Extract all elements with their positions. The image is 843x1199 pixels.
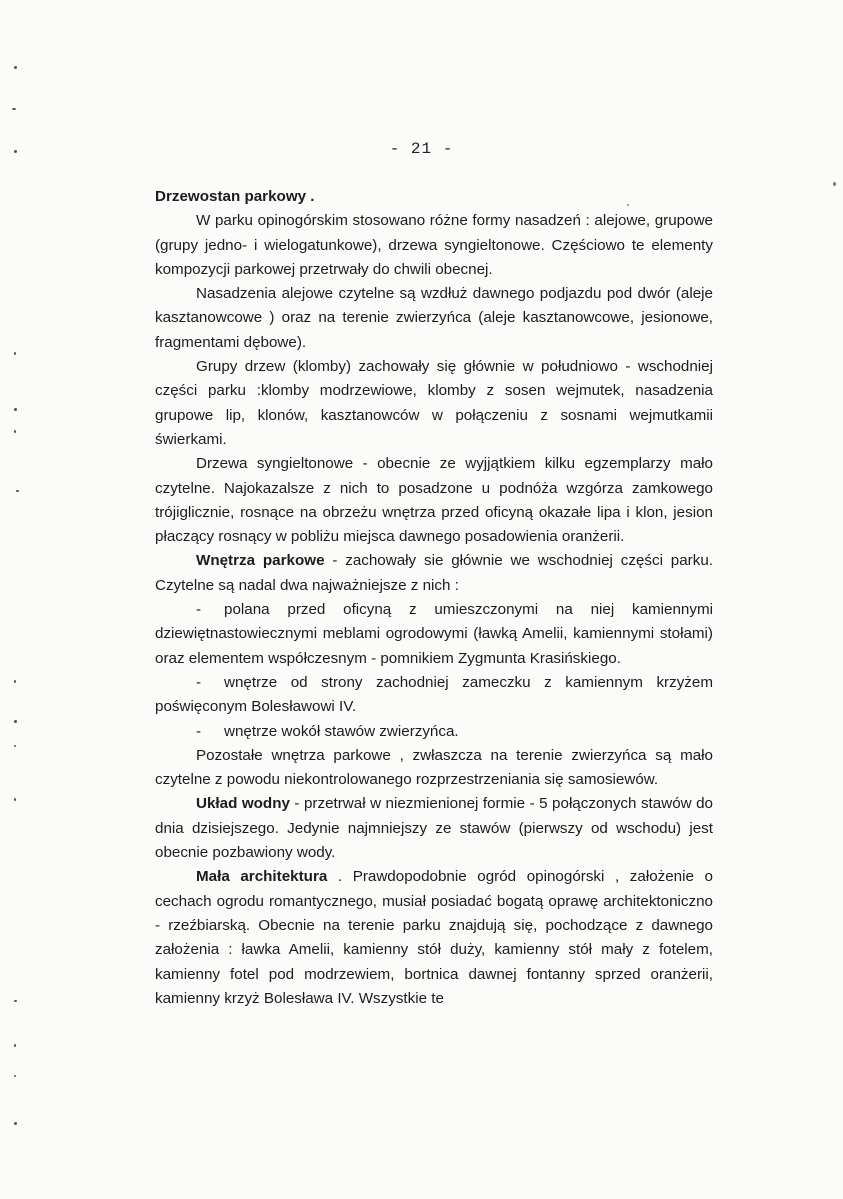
paragraph-avenues: Nasadzenia alejowe czytelne są wzdłuż dawnego podjazdu pod dwór (aleje kasztanowcowe ) oraz na terenie zwierzyńca (aleje kasztanowcowe, jesionowe, fragmentami dębowe). xyxy=(155,285,713,351)
small-architecture-text: . Prawdopodobnie ogród opinogórski , założenie o cechach ogrodu romantycznego, musiał posiadać bogatą oprawę architektoniczno - rzeźbiarską. Obecnie na terenie parku znajdują się, pochodzące z dawnego założenia : ławka Amelii, kamienny stół duży, kamienny stół mały z fotelem, kamienny fotel pod modrzewiem, bortnica dawnej fontanny sprzed oranżerii, kamienny krzyż Bolesława IV. Wszystkie te xyxy=(155,868,713,1007)
small-architecture-heading: Mała architektura xyxy=(196,868,328,886)
scan-speck xyxy=(14,720,17,723)
scan-speck xyxy=(14,408,17,411)
paragraph-single-trees: Drzewa syngieltonowe - obecnie ze wyjjątkiem kilku egzemplarzy mało czytelne. Najokazalsze z nich to posadzone u podnóża wzgórza zamkowego trójiglicznie, rosnące na obrzeżu wnętrza przed oficyną okazałe lipa i klon, jesion płaczący rosnący w pobliżu miejsca dawnego posadowienia oranżerii. xyxy=(155,455,713,546)
list-item-text: polana przed oficyną z umieszczonymi na niej kamiennymi dziewiętnastowiecznymi meblami ogrodowymi (ławką Amelii, kamiennymi stołami) oraz elementem współczesnym - pomnikiem Zygmunta Krasińskiego. xyxy=(155,601,713,667)
page-number: - 21 - xyxy=(389,140,454,158)
scan-speck xyxy=(16,490,19,492)
water-system-text: - przetrwał w niezmienionej formie - 5 połączonych stawów do dnia dzisiejszego. Jedynie najmniejszy ze stawów (pierwszy od wschodu) jest obecnie pozbawiony wody. xyxy=(155,795,713,862)
scan-speck xyxy=(12,108,16,110)
park-interiors-heading: Wnętrza parkowe xyxy=(196,552,325,570)
scan-speck xyxy=(14,1075,16,1077)
scan-speck xyxy=(14,680,16,683)
paragraph-other-interiors: Pozostałe wnętrza parkowe , zwłaszcza na terenie zwierzyńca są mało czytelne z powodu niekontrolowanego rozprzestrzeniania się samosiewów. xyxy=(155,746,713,789)
scan-speck xyxy=(14,1044,16,1047)
paragraph-park-interiors xyxy=(155,549,713,598)
scan-speck xyxy=(14,1122,17,1125)
park-interiors-text: - zachowały sie głównie we wschodniej części parku. Czytelne są nadal dwa najważniejsze z nich : xyxy=(155,552,713,594)
list-item-text: wnętrze od strony zachodniej zameczku z kamiennym krzyżem poświęconym Bolesławowi IV. xyxy=(155,673,713,716)
scan-speck xyxy=(14,352,16,355)
list-item-west-interior xyxy=(155,671,713,720)
scan-speck xyxy=(14,430,16,433)
list-item-glade xyxy=(155,598,713,671)
document-body xyxy=(155,185,713,1011)
paragraph-small-architecture xyxy=(155,865,713,1011)
section-title: Drzewostan parkowy . xyxy=(155,188,315,205)
paragraph-water-system xyxy=(155,792,713,865)
scan-speck xyxy=(14,1000,17,1002)
list-item-ponds-interior xyxy=(155,720,713,744)
list-dash: - xyxy=(196,601,202,619)
paragraph-tree-groups: Grupy drzew (klomby) zachowały się głównie w południowo - wschodniej części parku :klomby modrzewiowe, klomby z sosen wejmutek, nasadzenia grupowe lip, klonów, kasztanowców w połączeniu z sosnami wejmutkamii świerkami. xyxy=(155,358,713,448)
list-dash: - xyxy=(196,673,202,691)
scan-speck xyxy=(14,150,17,153)
paragraph-planting-forms: W parku opinogórskim stosowano różne formy nasadzeń : alejowe, grupowe (grupy jedno- i wielogatunkowe), drzewa syngieltonowe. Częściowo te elementy kompozycji parkowej przetrwały do chwili obecnej. xyxy=(155,212,713,278)
water-system-heading: Układ wodny xyxy=(196,795,290,813)
scan-speck xyxy=(14,66,17,69)
scan-speck xyxy=(14,798,16,801)
scan-speck xyxy=(833,182,836,186)
scan-speck xyxy=(627,204,629,206)
list-item-text: wnętrze wokół stawów zwierzyńca. xyxy=(224,722,459,740)
scan-speck xyxy=(14,745,16,747)
list-dash: - xyxy=(196,722,202,740)
